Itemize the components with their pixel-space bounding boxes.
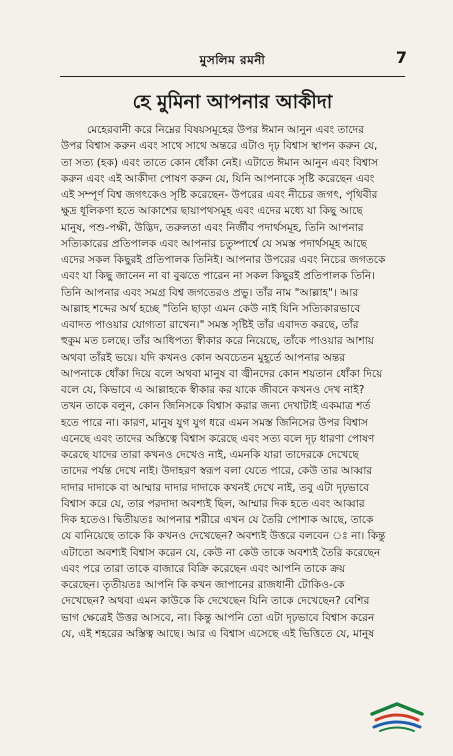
running-title: মুসলিম রমনী <box>199 53 266 67</box>
text-line: করুন এবং এই আকীদা পোষণ করুন যে, যিনি আপনাকে সৃষ্টি করেছেন এবং <box>61 172 375 185</box>
page-number: 7 <box>395 48 407 67</box>
text-line: যে, এই শহরের অস্তিত্ব আছে। আর এ বিশ্বাস এসেছে এই ভিত্তিতে যে, মানুষ <box>61 627 375 640</box>
text-line: এদের সকল কিছুরই প্রতিপালক তিনিই। আপনার উপরের এবং নিচের জগতকে <box>61 254 386 266</box>
text-line: হতে পারে না। কারণ, মানুষ যুগ যুগ ধরে এমন সমস্ত জিনিসের উপর বিশ্বাস <box>61 416 369 429</box>
text-line: বলে যে, কিভাবে এ আল্লাহকে স্বীকার কর যাকে জীবনে কখনও দেখ নাই? <box>61 384 365 396</box>
text-line: তাদের পর্যন্ত দেখে নাই। উদাহরণ স্বরূপ বলা যেতে পারে, কেউ তার আব্বার <box>61 465 373 478</box>
text-line: দিক হতেও। দ্বিতীয়তঃ আপনার শরীরে এখন যে তৈরি পোশাক আছে, তাকে <box>61 514 374 526</box>
text-line: করেছে যাদের তারা কখনও দেখেও নাই, এমনকি যারা তাদেরকে দেখেছে <box>61 449 359 461</box>
text-line: ক্ষুদ্র ধূলিকণা হতে আকাশের ছায়াপথসমূহ এবং এদের মধ্যে যা কিছু আছে <box>61 205 363 218</box>
text-line: এই সম্পূর্ণ বিশ্ব জগৎকেও সৃষ্টি করেছেন- উপরের এবং নীচের জগৎ, পৃথিবীর <box>61 189 378 201</box>
text-line: আল্লাহ শব্দের অর্থ হচ্ছে "তিনি ছাড়া এমন কেউ নাই যিনি সত্যিকারভাবে <box>61 302 361 315</box>
body-text <box>61 122 405 642</box>
text-line: ভাগ ক্ষেত্রেই উত্তর আসবে, না। কিন্তু আপনি তো এটা দৃঢ়ভাবে বিশ্বাস করেন <box>61 611 375 624</box>
text-line: আপনাকে ধোঁকা দিয়ে বলে অথবা মানুষ বা জ্বীনদের কোন শয়তান ধোঁকা দিয়ে <box>61 367 383 380</box>
text-line: যে বানিয়েছে তাকে কি কখনও দেখেছেন? অবশ্যই উত্তরে বলবেন ঃ না। কিন্তু <box>61 530 386 543</box>
publisher-logo-icon <box>366 700 428 734</box>
text-line: হুকুম মত চলছে। তাঁর আধিপত্য স্বীকার করে নিয়েছে, তাঁকে পাওয়ার আশায় <box>61 335 375 348</box>
text-line: করেছেন। তৃতীয়তঃ আপনি কি কখন জাপানের রাজধানী টোকিও-কে <box>61 579 345 591</box>
text-line: অথবা তাঁরই ভয়ে। যদি কখনও কোন অবচেতন মুহূর্তে আপনার অন্তর <box>61 351 346 364</box>
text-line: এবাদত পাওয়ার যোগ্যতা রাখেন।" সমস্ত সৃষ্টিই তাঁর এবাদত করছে, তাঁর <box>61 319 359 331</box>
text-line: তিনি আপনার এবং সমগ্র বিশ্ব জগতেরও প্রভু। তাঁর নাম "আল্লাহ"। আর <box>61 286 359 299</box>
text-line: এবং পরে তারা তাকে বাজারে বিক্রি করেছেন এবং আপনি তাকে ক্রয় <box>61 562 346 575</box>
text-line: এবং যা কিছু জানেন না বা বুঝতে পারেন না সকল কিছুরই প্রতিপালক তিনি। <box>61 270 376 283</box>
text-line: সত্যিকারের প্রতিপালক এবং আপনার চতুষ্পার্শ্বে যে সমস্ত পদার্থসমূহ আছে <box>61 237 367 250</box>
chapter-title: হে মুমিনা আপনার আকীদা <box>132 91 333 113</box>
text-line: এনেছে এবং তাদের অস্তিত্বে বিশ্বাস করেছে এবং সত্য বলে দৃঢ় ধারণা পোষণ <box>61 432 375 445</box>
text-line: মেহেরবানী করে নিম্নের বিষয়সমূহের উপর ঈমান আনুন এবং তাদের <box>87 124 365 136</box>
text-line: মানুষ, পশু-পক্ষী, উদ্ভিদ, তরুলতা এবং নির্জীব পদার্থসমূহ, তিনি আপনার <box>61 221 364 234</box>
text-line: এটাতো অবশ্যই বিশ্বাস করেন যে, কেউ না কেউ তাকে অবশ্যই তৈরি করেছেন <box>61 546 381 559</box>
text-line: বিশ্বাস করে যে, তার পরদাদা অবশ্যই ছিল, আম্মার দিক হতে এবং আব্বার <box>61 497 365 510</box>
text-line: দাদার দাদাকে বা আম্মার দাদার দাদাকে কখনই দেখে নাই, তবু এটা দৃঢ়ভাবে <box>61 481 369 494</box>
text-line: তা সত্য (হক) এবং তাতে কোন ধোঁকা নেই। এটাতে ঈমান আনুন এবং বিশ্বাস <box>61 156 379 169</box>
text-line: দেখেছেন? অথবা এমন কাউকে কি দেখেছেন যিনি তাকে দেখেছেন? বেশির <box>61 595 370 608</box>
text-line: তখন তাকে বলুন, কোন জিনিসকে বিশ্বাস করার জন্য দেখাটাই একমাত্র শর্ত <box>61 400 371 413</box>
page-header <box>60 48 407 77</box>
text-line: উপর বিশ্বাস করুন এবং সাথে সাথে অন্তরে এটাও দৃঢ় বিশ্বাস স্থাপন করুন যে, <box>61 140 378 153</box>
